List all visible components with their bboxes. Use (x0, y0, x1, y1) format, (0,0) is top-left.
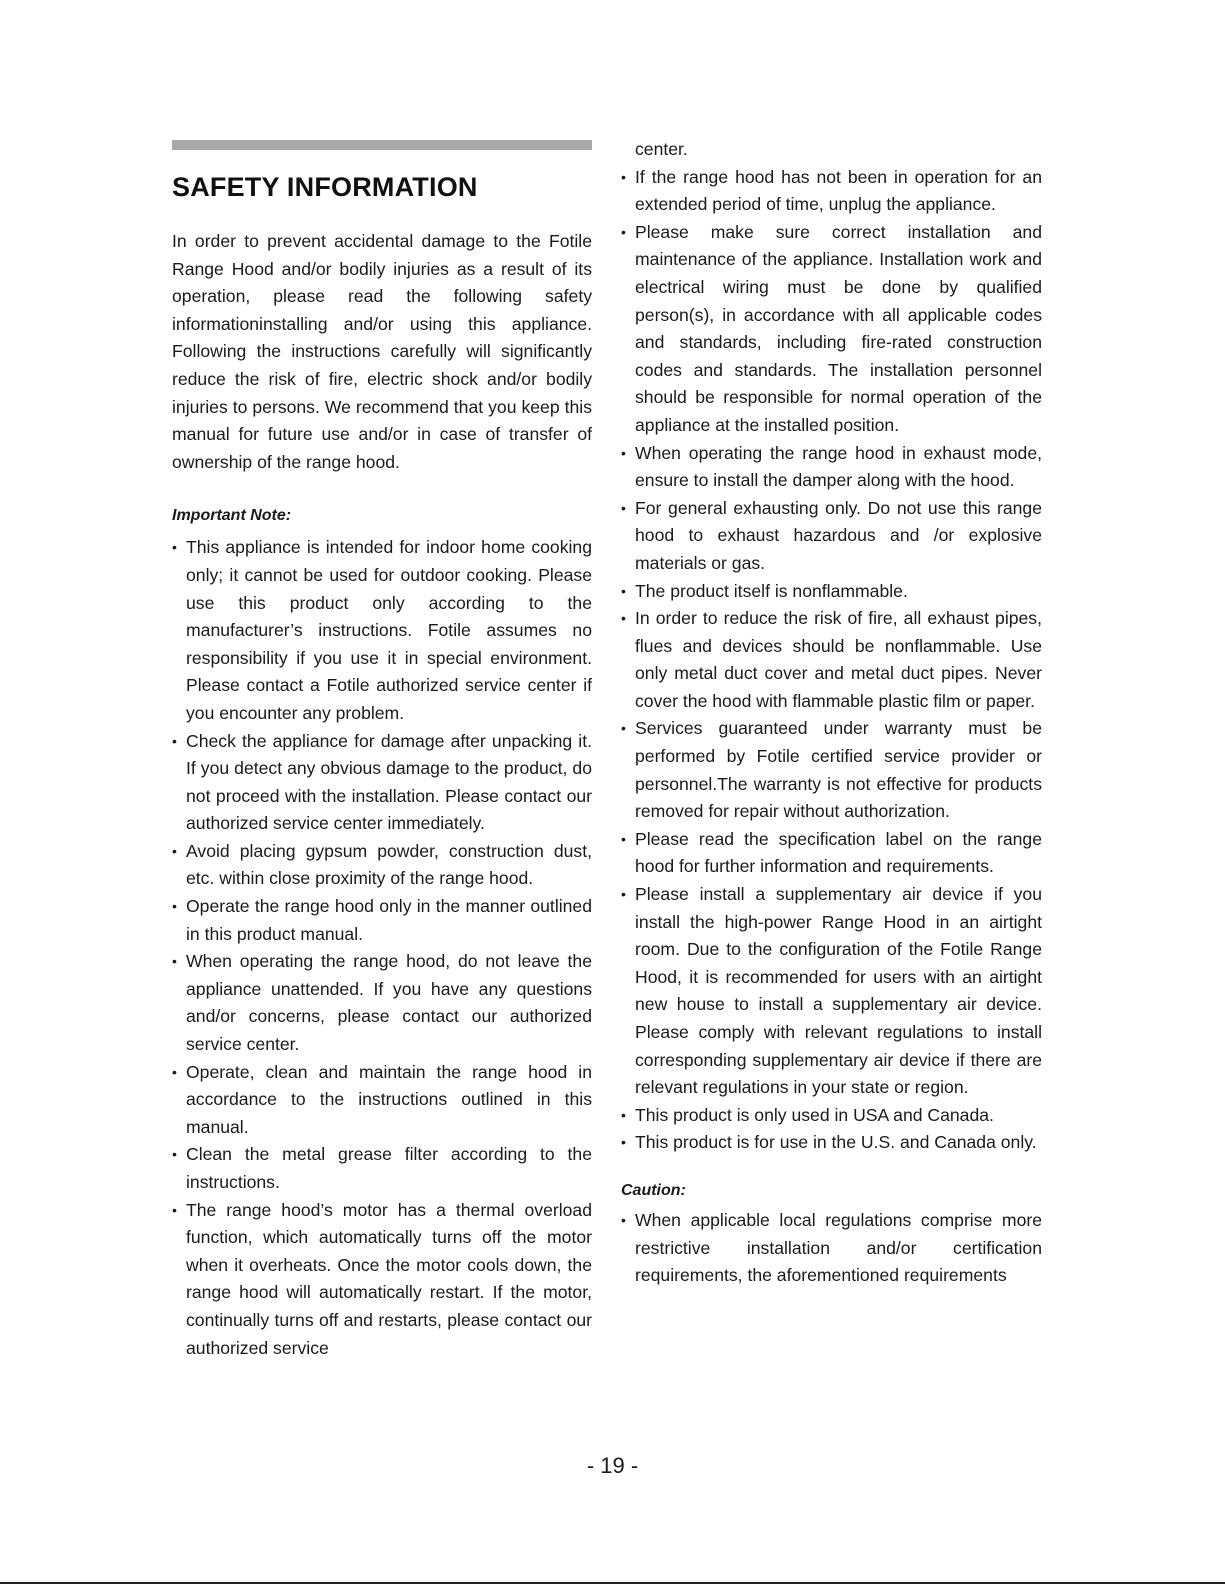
list-item: • Avoid placing gypsum powder, construction dust, etc. within close proximity of the range hood. (172, 838, 592, 893)
list-item: • When applicable local regulations comprise more restrictive installation and/or certification requirements, the aforementioned requirements (621, 1207, 1042, 1290)
list-item: • This product is for use in the U.S. and Canada only. (621, 1129, 1042, 1157)
bullet-icon: • (172, 732, 177, 749)
list-item: • This appliance is intended for indoor home cooking only; it cannot be used for outdoor cooking. Please use this product only according to the manufacturer’s instructions. Fotile assumes no responsibility if you use it in special environment. Please contact a Fotile authorized service center if you encounter any problem. (172, 534, 592, 727)
bullet-icon: • (621, 444, 626, 461)
safety-list-continued (621, 164, 1042, 1157)
bullet-icon: • (621, 582, 626, 599)
list-item: • If the range hood has not been in operation for an extended period of time, unplug the appliance. (621, 164, 1042, 219)
bullet-icon: • (621, 830, 626, 847)
list-item: • Please install a supplementary air device if you install the high-power Range Hood in an airtight room. Due to the configuration of the Fotile Range Hood, it is recommended for users with an airtight new house to install a supplementary air device. Please comply with relevant regulations to install corresponding supplementary air device if there are relevant regulations in your state or region. (621, 881, 1042, 1102)
bullet-icon: • (621, 168, 626, 185)
left-column (172, 168, 592, 1362)
bullet-icon: • (172, 539, 177, 556)
intro-paragraph: In order to prevent accidental damage to the Fotile Range Hood and/or bodily injuries as a result of its operation, please read the following safety informationinstalling and/or using this appliance. Following the instructions carefully will significantly reduce the risk of fire, electric shock and/or bodily injuries to persons. We recommend that you keep this manual for future use and/or in case of transfer of ownership of the range hood. (172, 231, 592, 472)
bottom-border (0, 1582, 1225, 1584)
right-column (621, 136, 1042, 1290)
important-note-list (172, 534, 592, 1362)
bullet-icon: • (172, 1201, 177, 1218)
section-header-rule (172, 140, 592, 150)
list-item: • Check the appliance for damage after unpacking it. If you detect any obvious damage to the product, do not proceed with the installation. Please contact our authorized service center immediately. (172, 728, 592, 838)
bullet-icon: • (621, 720, 626, 737)
bullet-icon: • (172, 898, 177, 915)
bullet-icon: • (172, 1063, 177, 1080)
list-item: • Please make sure correct installation and maintenance of the appliance. Installation work and electrical wiring must be done by qualified person(s), in accordance with all applicable codes and standards, including fire-rated construction codes and standards. The installation personnel should be responsible for normal operation of the appliance at the installed position. (621, 219, 1042, 440)
list-item: • When operating the range hood, do not leave the appliance unattended. If you have any questions and/or concerns, please contact our authorized service center. (172, 948, 592, 1058)
bullet-icon: • (621, 886, 626, 903)
bullet-icon: • (621, 1106, 626, 1123)
continued-text: center. (635, 139, 688, 159)
bullet-icon: • (172, 842, 177, 859)
list-item: • For general exhausting only. Do not use this range hood to exhaust hazardous and /or explosive materials or gas. (621, 495, 1042, 578)
bullet-icon: • (621, 1134, 626, 1151)
page-title: SAFETY INFORMATION (172, 172, 478, 202)
bullet-icon: • (621, 223, 626, 240)
bullet-icon: • (621, 499, 626, 516)
list-item: • Operate, clean and maintain the range hood in accordance to the instructions outlined in this manual. (172, 1059, 592, 1142)
bullet-icon: • (172, 953, 177, 970)
list-item: • Clean the metal grease filter according to the instructions. (172, 1141, 592, 1196)
bullet-icon: • (621, 610, 626, 627)
list-item: • In order to reduce the risk of fire, all exhaust pipes, flues and devices should be nonflammable. Use only metal duct cover and metal duct pipes. Never cover the hood with flammable plastic film or paper. (621, 605, 1042, 715)
list-item: • Please read the specification label on the range hood for further information and requirements. (621, 826, 1042, 881)
bullet-icon: • (172, 1146, 177, 1163)
list-item: • Services guaranteed under warranty must be performed by Fotile certified service provider or personnel.The warranty is not effective for products removed for repair without authorization. (621, 715, 1042, 825)
important-note-heading: Important Note: (172, 507, 292, 525)
list-item: • The product itself is nonflammable. (621, 578, 1042, 606)
list-item: • When operating the range hood in exhaust mode, ensure to install the damper along with the hood. (621, 440, 1042, 495)
list-item: • The range hood’s motor has a thermal overload function, which automatically turns off the motor when it overheats. Once the motor cools down, the range hood will automatically restart. If the motor, continually turns off and restarts, please contact our authorized service (172, 1197, 592, 1363)
bullet-icon: • (621, 1211, 626, 1228)
list-item: • Operate the range hood only in the manner outlined in this product manual. (172, 893, 592, 948)
caution-heading: Caution: (621, 1181, 686, 1199)
list-item: • This product is only used in USA and Canada. (621, 1102, 1042, 1130)
caution-list (621, 1207, 1042, 1290)
page-number: - 19 - (586, 1453, 639, 1478)
